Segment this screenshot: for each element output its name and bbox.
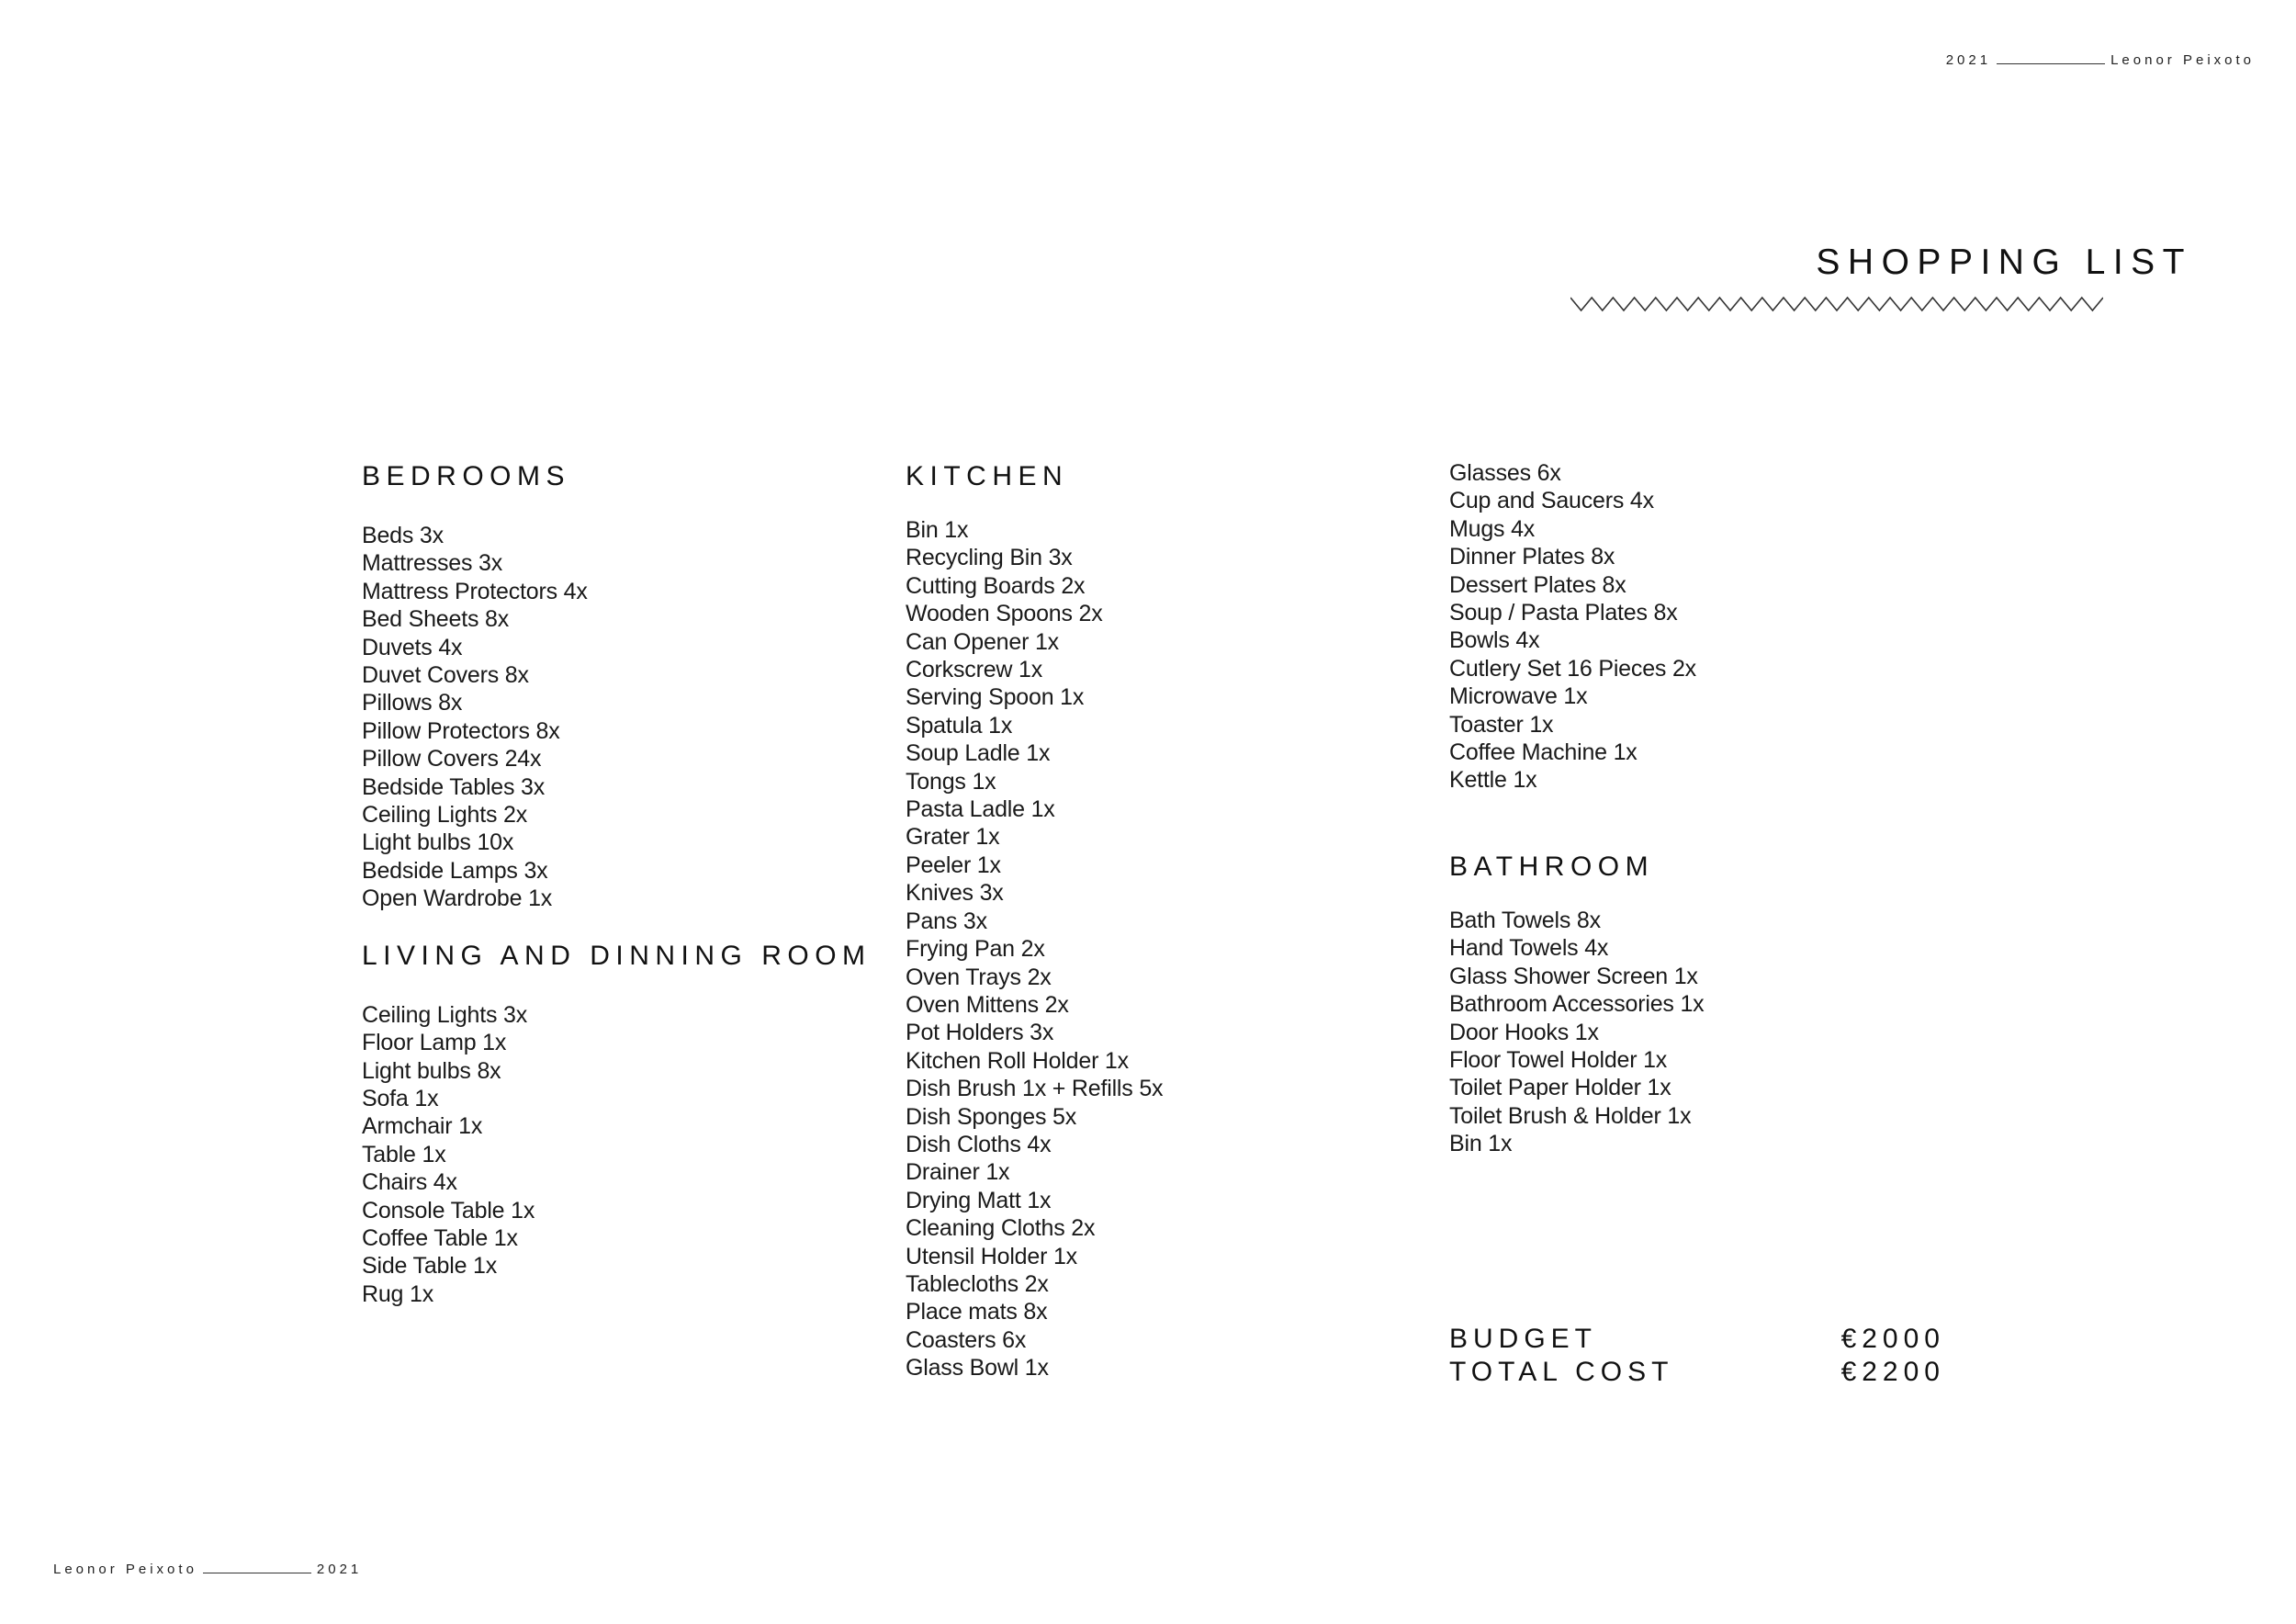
list-item: Bed Sheets 8x [362, 606, 510, 633]
list-item: Mattress Protectors 4x [362, 578, 588, 604]
list-item: Bowls 4x [1449, 627, 1540, 654]
list-item: Pillow Covers 24x [362, 746, 542, 773]
list-item: Kitchen Roll Holder 1x [906, 1047, 1129, 1074]
list-item: Dish Sponges 5x [906, 1103, 1077, 1130]
list-item: Bin 1x [1449, 1131, 1513, 1157]
total-cost-label: TOTAL COST [1449, 1357, 1674, 1387]
list-item: Glass Shower Screen 1x [1449, 963, 1698, 989]
list-item: Door Hooks 1x [1449, 1019, 1599, 1045]
totals-block [1449, 1323, 1945, 1389]
list-item: Toilet Paper Holder 1x [1449, 1075, 1671, 1101]
living-list [362, 1001, 872, 1308]
header-author: Leonor Peixoto [2110, 52, 2255, 68]
list-item: Armchair 1x [362, 1113, 483, 1140]
list-item: Microwave 1x [1449, 683, 1588, 710]
list-item: Soup Ladle 1x [906, 740, 1051, 767]
list-item: Bin 1x [906, 517, 969, 543]
section-living [362, 939, 872, 1308]
list-item: Beds 3x [362, 523, 444, 548]
list-item: Frying Pan 2x [906, 936, 1045, 963]
list-item: Floor Lamp 1x [362, 1030, 507, 1056]
section-kitchen [906, 459, 1163, 1382]
list-item: Duvet Covers 8x [362, 662, 529, 689]
list-item: Rug 1x [362, 1280, 434, 1307]
list-item: Spatula 1x [906, 712, 1013, 739]
list-item: Hand Towels 4x [1449, 935, 1609, 962]
list-item: Drainer 1x [906, 1159, 1010, 1186]
list-item: Mugs 4x [1449, 515, 1536, 542]
list-item: Console Table 1x [362, 1197, 535, 1224]
list-item: Cleaning Cloths 2x [906, 1215, 1096, 1242]
list-item: Place mats 8x [906, 1299, 1048, 1325]
header-year: 2021 [1945, 52, 1992, 68]
list-item: Bedside Tables 3x [362, 773, 546, 800]
list-item: Pans 3x [906, 908, 987, 934]
list-item: Glass Bowl 1x [906, 1355, 1049, 1382]
list-item: Kettle 1x [1449, 767, 1537, 794]
section-title-living: LIVING AND DINNING ROOM [362, 940, 872, 971]
list-item: Wooden Spoons 2x [906, 601, 1103, 627]
list-item: Grater 1x [906, 824, 1000, 851]
list-item: Coffee Machine 1x [1449, 739, 1638, 766]
list-item: Light bulbs 8x [362, 1057, 501, 1084]
budget-value: €2000 [1840, 1324, 1945, 1354]
list-item: Corkscrew 1x [906, 657, 1043, 683]
list-item: Soup / Pasta Plates 8x [1449, 600, 1678, 626]
kitchen-continued-list [1449, 459, 1704, 795]
budget-row [1449, 1323, 1945, 1356]
list-item: Mattresses 3x [362, 550, 503, 577]
list-item: Ceiling Lights 3x [362, 1001, 528, 1028]
list-item: Sofa 1x [362, 1085, 439, 1111]
list-item: Duvets 4x [362, 634, 463, 660]
zigzag-divider [1570, 295, 2103, 313]
list-item: Toaster 1x [1449, 711, 1554, 738]
column-1 [362, 459, 872, 1308]
list-item: Side Table 1x [362, 1253, 498, 1280]
list-item: Cutlery Set 16 Pieces 2x [1449, 655, 1696, 682]
list-item: Bath Towels 8x [1449, 907, 1601, 933]
list-item: Pillow Protectors 8x [362, 717, 560, 744]
list-item: Light bulbs 10x [362, 829, 514, 856]
list-item: Serving Spoon 1x [906, 684, 1085, 711]
list-item: Coasters 6x [906, 1326, 1027, 1353]
list-item: Utensil Holder 1x [906, 1243, 1077, 1269]
section-title-kitchen: KITCHEN [906, 461, 1069, 491]
list-item: Knives 3x [906, 880, 1004, 907]
section-bedrooms [362, 459, 872, 913]
column-2 [906, 459, 1163, 1382]
list-item: Dish Cloths 4x [906, 1131, 1052, 1157]
page-title: SHOPPING LIST [1816, 242, 2192, 282]
footer-author: Leonor Peixoto [53, 1562, 197, 1577]
bedrooms-list [362, 522, 872, 913]
kitchen-list [906, 516, 1163, 1382]
list-item: Table 1x [362, 1141, 446, 1167]
bathroom-list [1449, 907, 1704, 1158]
budget-label: BUDGET [1449, 1324, 1598, 1354]
list-item: Drying Matt 1x [906, 1187, 1052, 1213]
list-item: Coffee Table 1x [362, 1224, 518, 1251]
list-item: Ceiling Lights 2x [362, 802, 528, 829]
list-item: Toilet Brush & Holder 1x [1449, 1102, 1692, 1129]
list-item: Dessert Plates 8x [1449, 571, 1626, 598]
list-item: Glasses 6x [1449, 460, 1561, 486]
list-item: Can Opener 1x [906, 628, 1059, 655]
list-item: Recycling Bin 3x [906, 545, 1073, 571]
list-item: Oven Trays 2x [906, 964, 1052, 990]
list-item: Pasta Ladle 1x [906, 796, 1055, 823]
list-item: Cutting Boards 2x [906, 572, 1086, 599]
list-item: Bedside Lamps 3x [362, 857, 548, 884]
column-3 [1449, 459, 1704, 1158]
list-item: Chairs 4x [362, 1169, 457, 1196]
list-item: Pot Holders 3x [906, 1020, 1054, 1046]
list-item: Peeler 1x [906, 851, 1001, 878]
list-item: Cup and Saucers 4x [1449, 488, 1654, 514]
total-cost-value: €2200 [1840, 1357, 1945, 1387]
header-rule [1997, 63, 2105, 64]
list-item: Tongs 1x [906, 768, 996, 795]
list-item: Floor Towel Holder 1x [1449, 1046, 1668, 1073]
total-cost-row [1449, 1356, 1945, 1389]
section-title-bedrooms: BEDROOMS [362, 461, 571, 491]
section-kitchen-continued [1449, 459, 1704, 795]
list-item: Tablecloths 2x [906, 1270, 1049, 1297]
list-item: Dinner Plates 8x [1449, 544, 1615, 570]
list-item: Pillows 8x [362, 690, 463, 716]
list-item: Oven Mittens 2x [906, 991, 1069, 1018]
list-item: Bathroom Accessories 1x [1449, 991, 1705, 1018]
header-credit [1946, 52, 2255, 68]
list-item: Open Wardrobe 1x [362, 885, 553, 912]
section-title-bathroom: BATHROOM [1449, 851, 1655, 882]
section-bathroom [1449, 850, 1704, 1158]
list-item: Dish Brush 1x + Refills 5x [906, 1076, 1164, 1102]
footer-credit [53, 1562, 362, 1577]
footer-year: 2021 [316, 1562, 363, 1577]
